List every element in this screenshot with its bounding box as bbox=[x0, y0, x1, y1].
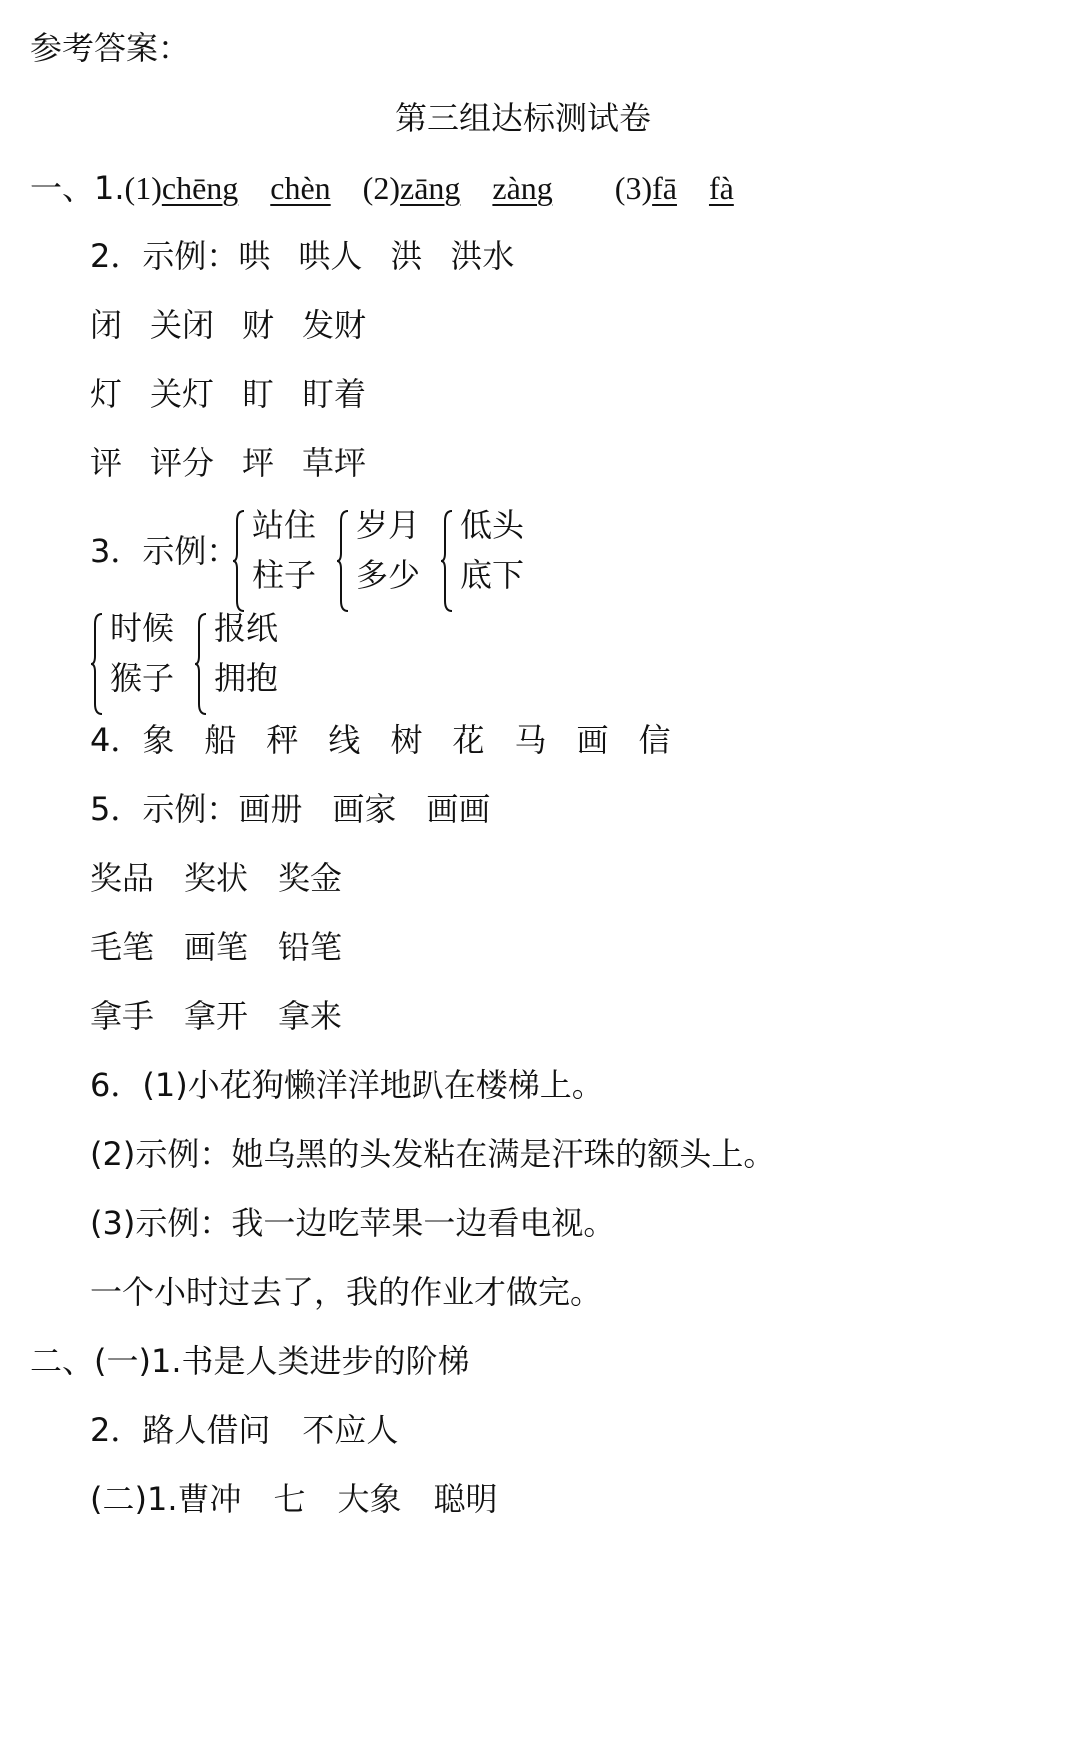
q4-char: 秤 bbox=[266, 721, 299, 759]
q6-line-4: 一个小时过去了，我的作业才做完。 bbox=[90, 1273, 603, 1311]
pinyin-1b: chèn bbox=[270, 170, 331, 206]
q5-word: 画笔 bbox=[184, 928, 249, 966]
q5-word: 奖品 bbox=[90, 859, 155, 897]
q3-word: 多少 bbox=[356, 556, 421, 594]
q6-answer-1: (1)小花狗懒洋洋地趴在楼梯上。 bbox=[142, 1066, 604, 1104]
brace-icon bbox=[194, 612, 208, 716]
q2-word: 财 bbox=[242, 306, 275, 344]
q4-label: 4． bbox=[90, 721, 143, 759]
q2-word: 评分 bbox=[150, 444, 215, 482]
q5-word: 拿来 bbox=[278, 997, 343, 1035]
q5-word: 拿手 bbox=[90, 997, 155, 1035]
answer-key-heading: 参考答案： bbox=[30, 29, 191, 67]
pinyin-3-num: (3) bbox=[614, 170, 653, 206]
q2-word: 灯 bbox=[90, 375, 123, 413]
q5-word: 拿开 bbox=[184, 997, 249, 1035]
q5-word: 奖状 bbox=[184, 859, 249, 897]
section-1-label: 一、1. bbox=[30, 169, 125, 207]
pinyin-3a: fā bbox=[652, 170, 677, 206]
q4-char: 马 bbox=[514, 721, 547, 759]
q2-word: 盯着 bbox=[302, 375, 367, 413]
q5-row-2 bbox=[90, 858, 342, 898]
pinyin-2a: zāng bbox=[399, 170, 461, 206]
q2-word: 哄 bbox=[238, 237, 271, 275]
q4-char: 花 bbox=[452, 721, 485, 759]
q4-char: 线 bbox=[328, 721, 361, 759]
q3-word: 猴子 bbox=[110, 659, 175, 697]
q1-pinyin-line bbox=[30, 168, 734, 208]
q2-row-3 bbox=[90, 374, 366, 414]
q5-word: 铅笔 bbox=[278, 928, 343, 966]
q3-word: 拥抱 bbox=[214, 659, 279, 697]
q2-word: 闭 bbox=[90, 306, 123, 344]
q4-char: 船 bbox=[204, 721, 237, 759]
q5-word: 画册 bbox=[238, 790, 303, 828]
q6-line-1 bbox=[90, 1065, 604, 1105]
q2-word: 洪水 bbox=[450, 237, 515, 275]
q5-label: 5．示例： bbox=[90, 790, 239, 828]
q5-row-4 bbox=[90, 996, 342, 1036]
test-title: 第三组达标测试卷 bbox=[395, 99, 652, 137]
q3-word: 柱子 bbox=[252, 556, 317, 594]
q3-word: 站住 bbox=[252, 506, 317, 544]
q5-row-1 bbox=[90, 789, 490, 829]
q4-char: 象 bbox=[142, 721, 175, 759]
q6-line-3: (3)示例：我一边吃苹果一边看电视。 bbox=[90, 1204, 616, 1242]
q4-char: 画 bbox=[576, 721, 609, 759]
pinyin-1a: chēng bbox=[161, 170, 239, 206]
q6-label: 6． bbox=[90, 1066, 143, 1104]
q2-word: 发财 bbox=[302, 306, 367, 344]
section-2-line-3: (二)1.曹冲 七 大象 聪明 bbox=[90, 1480, 498, 1518]
q2-row-2 bbox=[90, 305, 366, 345]
q3-word: 报纸 bbox=[214, 609, 279, 647]
q2-word: 洪 bbox=[390, 237, 423, 275]
q5-row-3 bbox=[90, 927, 342, 967]
q5-word: 画画 bbox=[426, 790, 491, 828]
pinyin-2-num: (2) bbox=[362, 170, 400, 206]
q4-char: 树 bbox=[390, 721, 423, 759]
brace-icon bbox=[336, 509, 350, 613]
q5-word: 奖金 bbox=[278, 859, 343, 897]
q5-word: 画家 bbox=[332, 790, 397, 828]
q2-word: 评 bbox=[90, 444, 123, 482]
q2-word: 关闭 bbox=[150, 306, 215, 344]
q3-word: 低头 bbox=[460, 506, 525, 544]
q4-line bbox=[90, 720, 671, 760]
q2-word: 草坪 bbox=[302, 444, 367, 482]
q2-label: 2．示例： bbox=[90, 237, 239, 275]
q3-word: 岁月 bbox=[356, 506, 421, 544]
q2-word: 盯 bbox=[242, 375, 275, 413]
q2-word: 坪 bbox=[242, 444, 275, 482]
section-2-line-1: 二、(一)1.书是人类进步的阶梯 bbox=[30, 1342, 470, 1380]
section-2-line-2: 2．路人借问 不应人 bbox=[90, 1411, 399, 1449]
pinyin-3b: fà bbox=[708, 170, 734, 206]
q6-line-2: (2)示例：她乌黑的头发粘在满是汗珠的额头上。 bbox=[90, 1135, 776, 1173]
q2-word: 关灯 bbox=[150, 375, 215, 413]
q4-char: 信 bbox=[638, 721, 671, 759]
pinyin-2b: zàng bbox=[492, 170, 553, 206]
brace-icon bbox=[232, 509, 246, 613]
q5-word: 毛笔 bbox=[90, 928, 155, 966]
q3-word: 底下 bbox=[460, 556, 525, 594]
pinyin-1-num: (1) bbox=[124, 170, 162, 206]
q3-word: 时候 bbox=[110, 609, 175, 647]
brace-icon bbox=[440, 509, 454, 613]
q2-row-1 bbox=[90, 236, 514, 276]
q2-row-4 bbox=[90, 443, 366, 483]
q2-word: 哄人 bbox=[298, 237, 363, 275]
brace-icon bbox=[90, 612, 104, 716]
q3-label: 3．示例： bbox=[90, 532, 239, 570]
